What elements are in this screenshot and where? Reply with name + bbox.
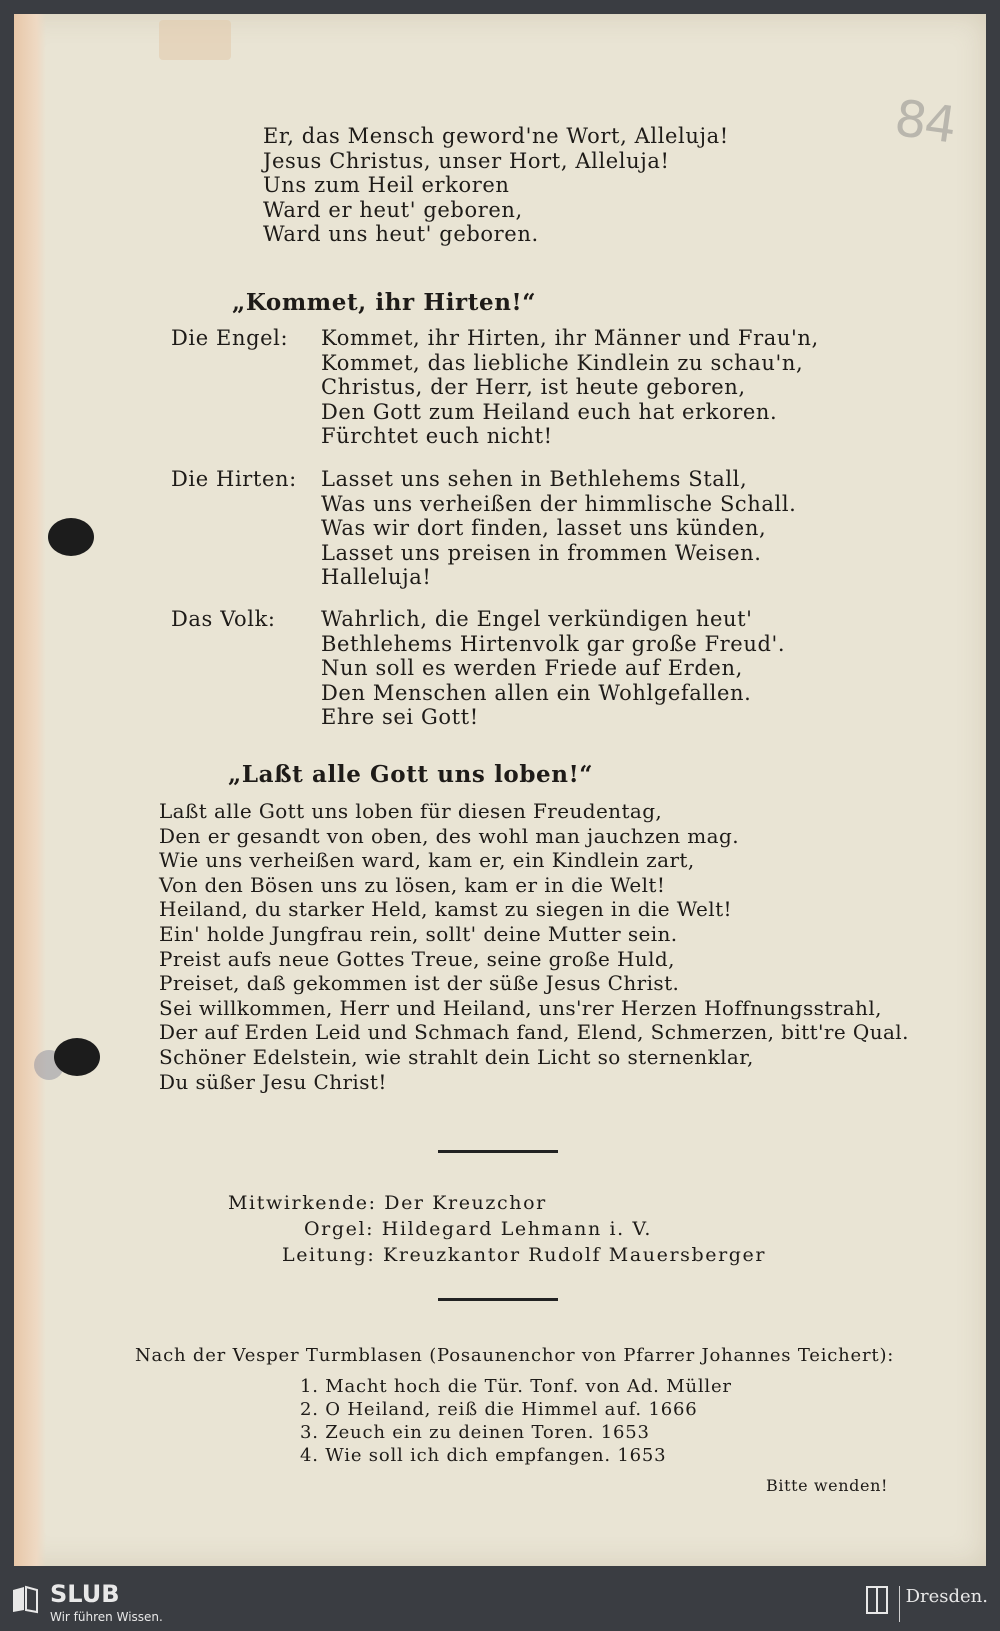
verse-line: Du süßer Jesu Christ! <box>159 1069 387 1094</box>
verse-line: Er, das Mensch geword'ne Wort, Alleluja! <box>263 124 729 148</box>
verse-line: Bethlehems Hirtenvolk gar große Freud'. <box>321 631 786 656</box>
speaker-engel: Die Engel: <box>171 326 289 350</box>
punch-hole-bottom <box>54 1038 100 1076</box>
verse-line: Schöner Edelstein, wie strahlt dein Licht so sternenklar, <box>159 1044 754 1069</box>
verse-line: Preiset, daß gekommen ist der süße Jesus Christ. <box>159 971 680 996</box>
library-tagline: Wir führen Wissen. <box>50 1610 163 1624</box>
verse-line: Wie uns verheißen ward, kam er, ein Kindlein zart, <box>159 848 695 873</box>
verse-line: Jesus Christus, unser Hort, Alleluja! <box>263 148 670 173</box>
document-page <box>14 14 986 1566</box>
verse-line: Kommet, das liebliche Kindlein zu schau'n, <box>321 350 804 375</box>
verse-line: Was wir dort finden, lasset uns künden, <box>321 516 767 541</box>
city-name: Dresden. <box>905 1586 988 1607</box>
verse-line: Wahrlich, die Engel verkündigen heut' <box>321 607 753 631</box>
library-footer <box>0 1580 1000 1631</box>
verse-line: Sei willkommen, Herr und Heiland, uns'rer Herzen Hoffnungsstrahl, <box>159 995 882 1020</box>
verse-line: Den Menschen allen ein Wohlgefallen. <box>321 680 752 705</box>
speaker-volk: Das Volk: <box>171 607 276 631</box>
credits <box>228 1191 766 1269</box>
speaker-hirten: Die Hirten: <box>171 467 297 491</box>
verse-volk <box>321 607 785 730</box>
verse-line: Von den Bösen uns zu lösen, kam er in die Welt! <box>159 872 666 897</box>
verse-line: Ward er heut' geboren, <box>263 197 523 222</box>
credit-performers: Mitwirkende: Der Kreuzchor <box>228 1192 547 1214</box>
verse-line: Fürchtet euch nicht! <box>321 424 553 449</box>
credit-conductor: Leitung: Kreuzkantor Rudolf Mauersberger <box>282 1244 767 1266</box>
verse-line: Nun soll es werden Friede auf Erden, <box>321 656 743 681</box>
verse-engel <box>321 326 819 449</box>
page-edge-strip <box>14 14 46 1566</box>
verse-line: Den Gott zum Heiland euch hat erkoren. <box>321 399 778 424</box>
book-icon <box>10 1584 40 1614</box>
city-crest-icon <box>866 1586 888 1614</box>
verse-line: Preist aufs neue Gottes Treue, seine große Huld, <box>159 946 675 971</box>
verse-line: Christus, der Herr, ist heute geboren, <box>321 375 746 400</box>
verse-line: Was uns verheißen der himmlische Schall. <box>321 491 797 516</box>
verse-line: Lasset uns sehen in Bethlehems Stall, <box>321 467 748 491</box>
list-item: 4. Wie soll ich dich empfangen. 1653 <box>300 1445 667 1466</box>
verse-line: Den er gesandt von oben, des wohl man jauchzen mag. <box>159 823 739 848</box>
verse-line: Laßt alle Gott uns loben für diesen Freudentag, <box>159 799 663 823</box>
list-item: 2. O Heiland, reiß die Himmel auf. 1666 <box>300 1399 698 1420</box>
verse-line: Ein' holde Jungfrau rein, sollt' deine Mutter sein. <box>159 921 678 946</box>
verse-lasst <box>159 799 909 1094</box>
library-name: SLUB <box>50 1580 120 1608</box>
divider-2 <box>438 1298 558 1301</box>
verse-line: Heiland, du starker Held, kamst zu siegen in die Welt! <box>159 897 732 922</box>
pencil-page-number: 84 <box>891 88 959 155</box>
punch-hole-top <box>48 518 94 556</box>
list-item: 1. Macht hoch die Tür. Tonf. von Ad. Müller <box>300 1376 732 1397</box>
song-title-kommet: „Kommet, ihr Hirten!“ <box>232 289 537 316</box>
stanza-1 <box>263 124 729 247</box>
divider-1 <box>438 1150 558 1153</box>
verse-line: Lasset uns preisen in frommen Weisen. <box>321 540 762 565</box>
list-item: 3. Zeuch ein zu deinen Toren. 1653 <box>300 1422 650 1443</box>
footer-separator <box>899 1586 900 1622</box>
verse-line: Halleluja! <box>321 565 432 590</box>
after-vesper-heading: Nach der Vesper Turmblasen (Posaunenchor von Pfarrer Johannes Teichert): <box>135 1345 895 1366</box>
credit-organ: Orgel: Hildegard Lehmann i. V. <box>304 1218 653 1240</box>
verse-line: Der auf Erden Leid und Schmach fand, Elend, Schmerzen, bitt're Qual. <box>159 1020 909 1045</box>
paper-stain <box>159 20 231 60</box>
verse-hirten <box>321 467 796 590</box>
verse-line: Uns zum Heil erkoren <box>263 173 510 198</box>
song-title-lasst: „Laßt alle Gott uns loben!“ <box>228 761 594 788</box>
verse-line: Kommet, ihr Hirten, ihr Männer und Frau'n, <box>321 326 819 350</box>
after-vesper-list <box>300 1375 732 1467</box>
please-turn-note: Bitte wenden! <box>766 1476 889 1495</box>
verse-line: Ehre sei Gott! <box>321 705 479 730</box>
verse-line: Ward uns heut' geboren. <box>263 222 539 247</box>
